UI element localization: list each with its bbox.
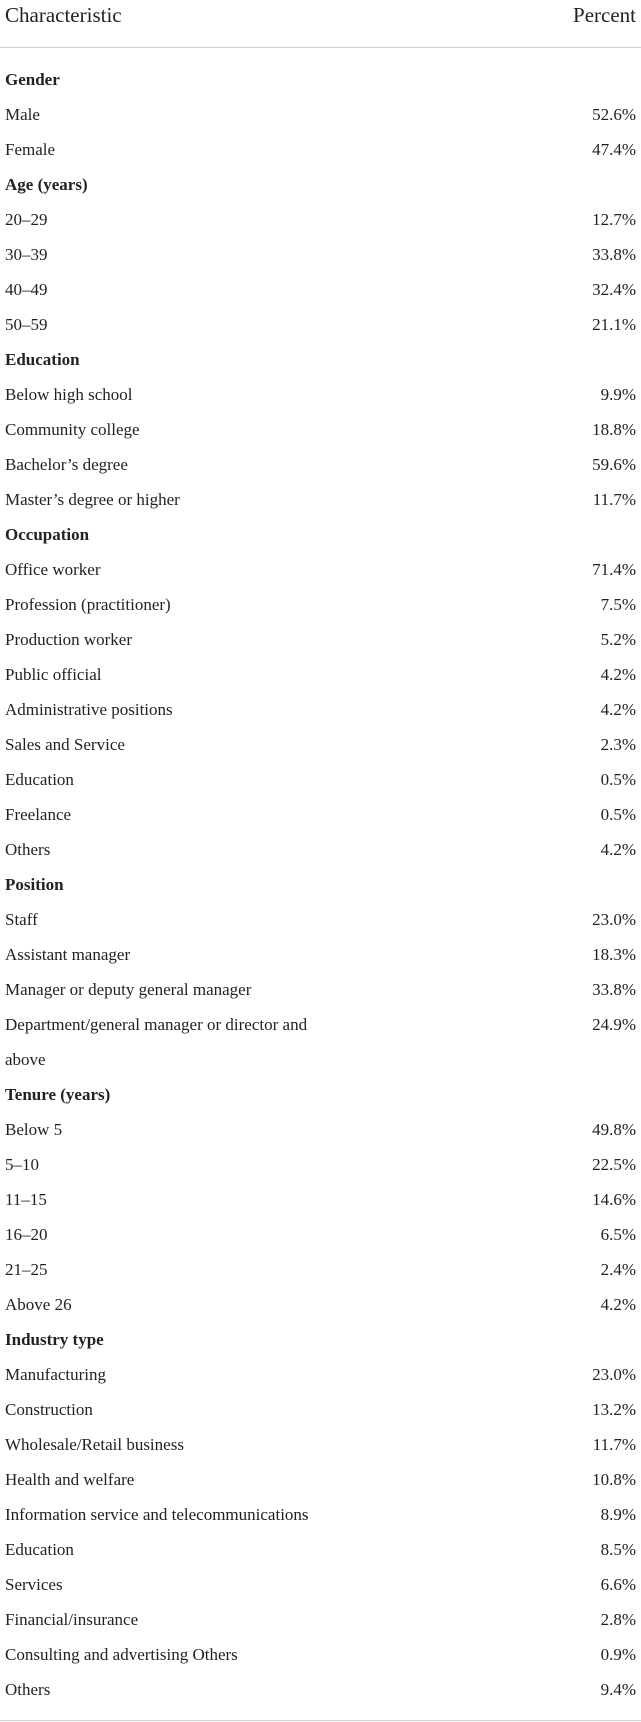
table-row <box>0 552 641 587</box>
percent-cell: 2.3% <box>600 734 636 754</box>
characteristic-cell: Staff <box>5 909 38 929</box>
characteristic-cell: Assistant manager <box>5 944 131 964</box>
percent-cell: 47.4% <box>592 139 636 159</box>
characteristic-cell: Construction <box>5 1399 93 1419</box>
percent-cell: 11.7% <box>592 489 636 509</box>
percent-cell: 4.2% <box>600 1294 636 1314</box>
characteristic-cell: Consulting and advertising Others <box>5 1644 238 1664</box>
section-header-row <box>0 62 641 97</box>
percent-cell: 18.3% <box>592 944 636 964</box>
characteristic-cell: 21–25 <box>5 1259 48 1279</box>
percent-cell: 33.8% <box>592 244 636 264</box>
table-row <box>0 692 641 727</box>
section-header-row <box>0 167 641 202</box>
characteristic-cell: Sales and Service <box>5 734 125 754</box>
table-row <box>0 622 641 657</box>
table-row <box>0 132 641 167</box>
section-header-row <box>0 1322 641 1357</box>
characteristic-cell: 11–15 <box>5 1189 47 1209</box>
characteristic-cell: Manufacturing <box>5 1364 107 1384</box>
percent-cell: 4.2% <box>600 699 636 719</box>
characteristic-cell: Master’s degree or higher <box>5 489 180 509</box>
table-row <box>0 1007 641 1077</box>
section-header-row <box>0 867 641 902</box>
percent-column-header: Percent <box>573 3 636 27</box>
characteristic-cell: Manager or deputy general manager <box>5 979 252 999</box>
section-label: Age (years) <box>5 174 88 194</box>
percent-cell: 14.6% <box>592 1189 636 1209</box>
characteristic-cell: Freelance <box>5 804 72 824</box>
table-row <box>0 1252 641 1287</box>
characteristic-cell: 50–59 <box>5 314 48 334</box>
characteristic-cell: Wholesale/Retail business <box>5 1434 184 1454</box>
table-row <box>0 762 641 797</box>
table-row <box>0 937 641 972</box>
table-row <box>0 1497 641 1532</box>
characteristic-cell: Profession (practitioner) <box>5 594 171 614</box>
percent-cell: 0.9% <box>600 1644 636 1664</box>
percent-cell: 22.5% <box>592 1154 636 1174</box>
percent-cell: 8.5% <box>600 1539 636 1559</box>
table-row <box>0 1287 641 1322</box>
characteristic-cell: Services <box>5 1574 63 1594</box>
percent-cell: 10.8% <box>592 1469 636 1489</box>
table-row <box>0 237 641 272</box>
percent-cell: 23.0% <box>592 909 636 929</box>
percent-cell: 23.0% <box>592 1364 636 1384</box>
percent-cell: 49.8% <box>592 1119 636 1139</box>
table-row <box>0 832 641 867</box>
percent-cell: 33.8% <box>592 979 636 999</box>
table-row <box>0 1182 641 1217</box>
percent-cell: 6.6% <box>600 1574 636 1594</box>
percent-cell: 8.9% <box>600 1504 636 1524</box>
characteristic-cell: Female <box>5 139 56 159</box>
table-row <box>0 412 641 447</box>
percent-cell: 9.9% <box>600 384 636 404</box>
percent-cell: 7.5% <box>600 594 636 614</box>
characteristic-cell: Health and welfare <box>5 1469 135 1489</box>
percent-cell: 2.4% <box>600 1259 636 1279</box>
characteristic-cell: 20–29 <box>5 209 48 229</box>
table-row <box>0 202 641 237</box>
characteristic-cell: Public official <box>5 664 102 684</box>
characteristic-cell: Education <box>5 769 74 789</box>
table-row <box>0 1462 641 1497</box>
table-body <box>0 48 641 1707</box>
percent-cell: 9.4% <box>600 1679 636 1699</box>
table-row <box>0 902 641 937</box>
table-row <box>0 1427 641 1462</box>
characteristic-cell: Others <box>5 1679 51 1699</box>
table-row <box>0 1532 641 1567</box>
percent-cell: 12.7% <box>592 209 636 229</box>
section-label: Occupation <box>5 524 90 544</box>
table-row <box>0 1637 641 1672</box>
characteristic-cell: Male <box>5 104 40 124</box>
table-row <box>0 272 641 307</box>
percent-cell: 0.5% <box>600 769 636 789</box>
percent-cell: 21.1% <box>592 314 636 334</box>
characteristic-cell: Community college <box>5 419 140 439</box>
percent-cell: 4.2% <box>600 839 636 859</box>
characteristic-cell: 16–20 <box>5 1224 48 1244</box>
table-row <box>0 1602 641 1637</box>
characteristic-cell: 30–39 <box>5 244 48 264</box>
table-row <box>0 797 641 832</box>
characteristic-cell: Above 26 <box>5 1294 72 1314</box>
percent-cell: 6.5% <box>600 1224 636 1244</box>
percent-cell: 0.5% <box>600 804 636 824</box>
section-label: Industry type <box>5 1329 104 1349</box>
characteristic-cell: 40–49 <box>5 279 48 299</box>
section-label: Tenure (years) <box>5 1084 111 1104</box>
table-row <box>0 1567 641 1602</box>
table-row <box>0 1112 641 1147</box>
percent-cell: 71.4% <box>592 559 636 579</box>
table-row <box>0 1147 641 1182</box>
percent-cell: 24.9% <box>592 1015 636 1034</box>
percent-cell: 52.6% <box>592 104 636 124</box>
section-label: Gender <box>5 69 60 89</box>
characteristic-cell: Office worker <box>5 559 101 579</box>
characteristic-cell: Below high school <box>5 384 133 404</box>
table-row <box>0 1357 641 1392</box>
table-header <box>0 0 641 48</box>
table-row <box>0 1672 641 1707</box>
section-header-row <box>0 517 641 552</box>
characteristic-cell: Administrative positions <box>5 699 173 719</box>
table-row <box>0 587 641 622</box>
section-header-row <box>0 342 641 377</box>
percent-cell: 18.8% <box>592 419 636 439</box>
characteristic-cell: 5–10 <box>5 1154 39 1174</box>
table-row <box>0 657 641 692</box>
percent-cell: 5.2% <box>600 629 636 649</box>
table-row <box>0 482 641 517</box>
percent-cell: 32.4% <box>592 279 636 299</box>
section-label: Education <box>5 349 80 369</box>
table-row <box>0 97 641 132</box>
characteristic-cell: Information service and telecommunications <box>5 1504 309 1524</box>
section-header-row <box>0 1077 641 1112</box>
table-row <box>0 1392 641 1427</box>
characteristic-cell: Below 5 <box>5 1119 63 1139</box>
table-row <box>0 972 641 1007</box>
characteristic-cell: Production worker <box>5 629 133 649</box>
table-row <box>0 1217 641 1252</box>
table-row <box>0 377 641 412</box>
characteristic-cell: Bachelor’s degree <box>5 454 128 474</box>
characteristic-cell: Education <box>5 1539 74 1559</box>
characteristic-cell: Financial/insurance <box>5 1609 139 1629</box>
percent-cell: 13.2% <box>592 1399 636 1419</box>
percent-cell: 2.8% <box>600 1609 636 1629</box>
table-row <box>0 727 641 762</box>
percent-cell: 11.7% <box>592 1434 636 1454</box>
characteristic-column-header: Characteristic <box>5 3 122 27</box>
section-label: Position <box>5 874 64 894</box>
characteristic-cell: Others <box>5 839 51 859</box>
percent-cell: 59.6% <box>592 454 636 474</box>
bottom-rule <box>0 1720 641 1721</box>
percent-cell: 4.2% <box>600 664 636 684</box>
characteristic-cell: Department/general manager or director and above <box>5 1015 308 1069</box>
table-row <box>0 447 641 482</box>
table-row <box>0 307 641 342</box>
